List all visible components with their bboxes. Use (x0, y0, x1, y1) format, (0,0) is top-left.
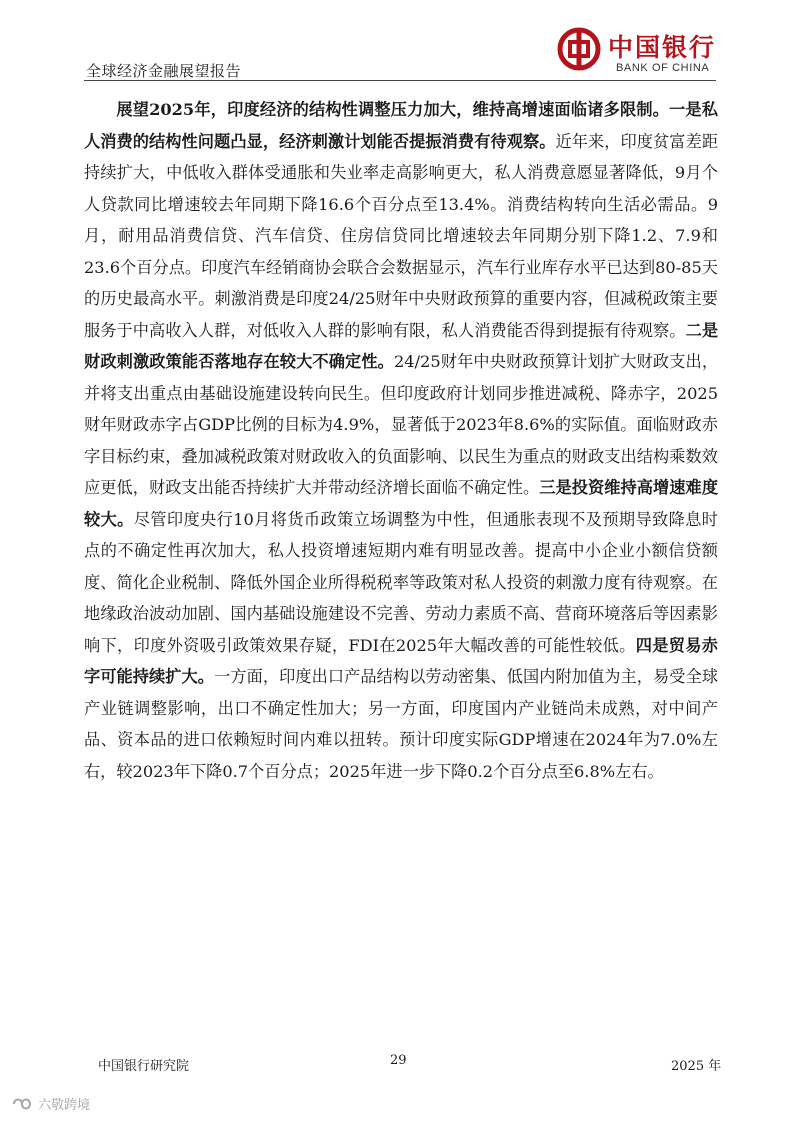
header-divider (84, 80, 716, 81)
investment-heading: 三是投资维持高增速难度较大。 (84, 478, 719, 529)
lead-heading: 展望2025年，印度经济的结构性调整压力加大，维持高增速面临诸多限制。一是私人消费的结构性问题凸显，经济刺激计划能否提振消费有待观察。 (84, 100, 718, 151)
page-number: 29 (390, 1053, 407, 1068)
logo-english-text: BANK OF CHINA (616, 62, 710, 74)
bank-logo (556, 22, 716, 80)
fiscal-text: 24/25财年中央财政预算计划扩大财政支出，并将支出重点由基础设施建设转向民生。但印度政府计划同步推进减税、降赤字，2025财年财政赤字占GDP比例的目标为4.9%，显著低于2023年8.6%的实际值。面临财政赤字目标约束，叠加减税政策对财政收入的负面影响、以民生为重点的财政支出结构乘数效应更低，财政支出能否持续扩大并带动经济增长面临不确定性。 (84, 352, 719, 497)
main-paragraph (84, 94, 718, 787)
watermark-logo-icon (12, 1096, 34, 1112)
watermark (12, 1094, 90, 1113)
investment-text: 尽管印度央行10月将货币政策立场调整为中性，但通胀表现不及预期导致降息时点的不确定性再次加大，私人投资增速短期内难有明显改善。提高中小企业小额信贷额度、简化企业税制、降低外国企业所得税税率等政策对私人投资的刺激力度有待观察。在地缘政治波动加剧、国内基础设施建设不完善、劳动力素质不高、营商环境落后等因素影响下，印度外资吸引政策效果存疑，FDI在2025年大幅改善的可能性较低。 (84, 509, 718, 655)
fiscal-heading: 二是财政刺激政策能否落地存在较大不确定性。 (84, 320, 719, 371)
footer-organization: 中国银行研究院 (98, 1059, 190, 1074)
logo-chinese-text: 中国银行 (608, 33, 717, 62)
footer-year: 2025 年 (671, 1059, 722, 1074)
consumption-text: 近年来，印度贫富差距持续扩大，中低收入群体受通胀和失业率走高影响更大，私人消费意愿显著降低，9月个人贷款同比增速较去年同期下降16.6个百分点至13.4%。消费结构转向生活必需品。9月，耐用品消费信贷、汽车信贷、住房信贷同比增速较去年同期分别下降1.2、7.9和23.6个百分点。印度汽车经销商协会联合会数据显示，汽车行业库存水平已达到80-85天的历史最高水平。刺激消费是印度24/25财年中央财政预算的重要内容，但减税政策主要服务于中高收入人群，对低收入人群的影响有限，私人消费能否得到提振有待观察。 (84, 131, 719, 340)
watermark-text: 六敬跨境 (38, 1098, 91, 1113)
trade-text: 一方面，印度出口产品结构以劳动密集、低国内附加值为主，易受全球产业链调整影响，出口不确定性加大；另一方面，印度国内产业链尚未成熟，对中间产品、资本品的进口依赖短时间内难以扭转。预计印度实际GDP增速在2024年为7.0%左右，较2023年下降0.7个百分点；2025年进一步下降0.2个百分点至6.8%左右。 (84, 667, 719, 781)
bank-of-china-emblem-icon (556, 26, 602, 72)
trade-heading: 四是贸易赤字可能持续扩大。 (84, 635, 718, 686)
report-title: 全球经济金融展望报告 (86, 62, 242, 80)
